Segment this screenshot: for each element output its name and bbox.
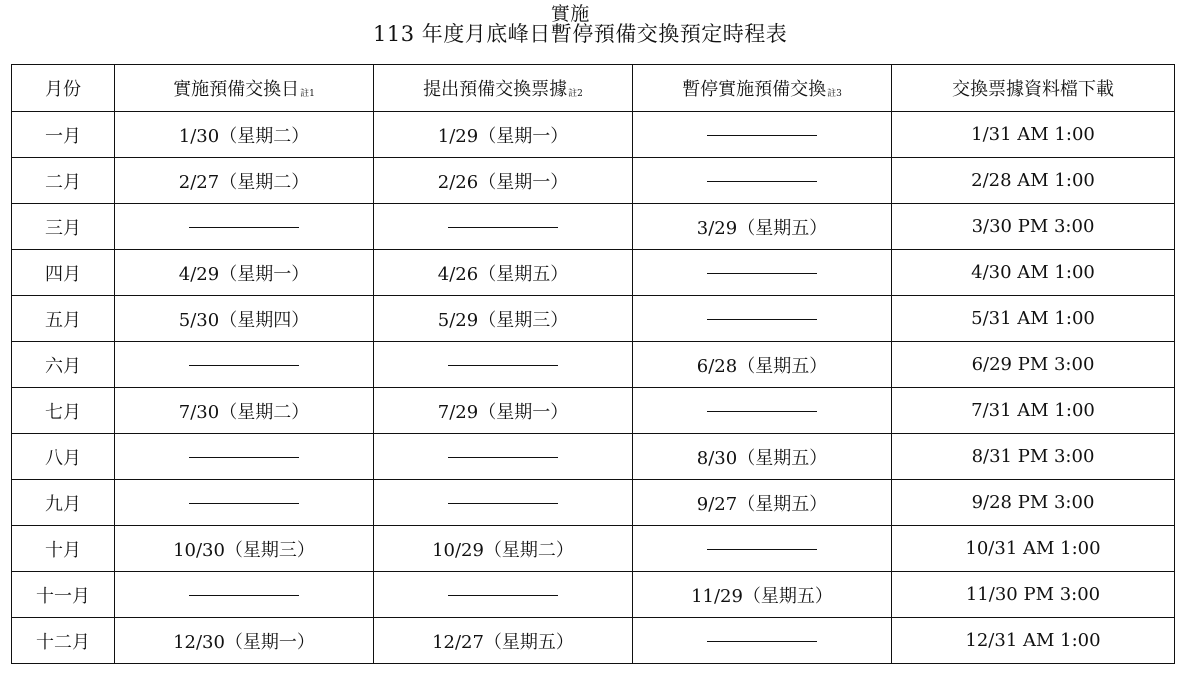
header-month	[12, 65, 115, 112]
cell-submit-date: 5/29（星期三）	[374, 296, 633, 342]
schedule-table	[11, 64, 1175, 664]
table-row	[12, 158, 1175, 204]
empty-dash-line	[189, 457, 299, 458]
cell-submit-date	[374, 480, 633, 526]
cell-pause-date	[633, 618, 892, 664]
cell-pause-date	[633, 526, 892, 572]
cell-exec-date	[115, 204, 374, 250]
header-pause-date	[633, 65, 892, 112]
cell-pause-date	[633, 112, 892, 158]
cell-month: 十二月	[12, 618, 115, 664]
table-row	[12, 204, 1175, 250]
cell-download-time: 7/31 AM 1:00	[892, 388, 1175, 434]
cell-exec-date	[115, 480, 374, 526]
header-label: 月份	[45, 79, 81, 100]
cell-download-time: 4/30 AM 1:00	[892, 250, 1175, 296]
empty-dash-line	[448, 595, 558, 596]
title-suffix: 預備交換預定時程表	[593, 22, 788, 46]
header-submit-date	[374, 65, 633, 112]
cell-download-time: 11/30 PM 3:00	[892, 572, 1175, 618]
cell-pause-date: 3/29（星期五）	[633, 204, 892, 250]
empty-dash-line	[448, 457, 558, 458]
cell-month: 四月	[12, 250, 115, 296]
cell-submit-date: 4/26（星期五）	[374, 250, 633, 296]
empty-dash-line	[707, 181, 817, 182]
title-stack-lower: 暫停	[550, 22, 594, 46]
cell-pause-date	[633, 158, 892, 204]
empty-dash-line	[189, 595, 299, 596]
cell-download-time: 8/31 PM 3:00	[892, 434, 1175, 480]
cell-exec-date: 12/30（星期一）	[115, 618, 374, 664]
cell-month: 三月	[12, 204, 115, 250]
empty-dash-line	[189, 227, 299, 228]
cell-download-time: 5/31 AM 1:00	[892, 296, 1175, 342]
table-row	[12, 480, 1175, 526]
cell-month: 八月	[12, 434, 115, 480]
cell-pause-date: 8/30（星期五）	[633, 434, 892, 480]
cell-exec-date	[115, 572, 374, 618]
header-footnote-mark: 註1	[300, 89, 315, 99]
empty-dash-line	[707, 135, 817, 136]
table-row	[12, 526, 1175, 572]
empty-dash-line	[189, 503, 299, 504]
cell-submit-date: 7/29（星期一）	[374, 388, 633, 434]
cell-download-time: 6/29 PM 3:00	[892, 342, 1175, 388]
cell-pause-date	[633, 296, 892, 342]
cell-month: 六月	[12, 342, 115, 388]
empty-dash-line	[707, 273, 817, 274]
table-body	[12, 112, 1175, 664]
empty-dash-line	[448, 365, 558, 366]
cell-exec-date: 5/30（星期四）	[115, 296, 374, 342]
cell-pause-date	[633, 250, 892, 296]
cell-submit-date	[374, 204, 633, 250]
cell-exec-date: 1/30（星期二）	[115, 112, 374, 158]
title-stack-upper: 實施	[550, 3, 590, 25]
cell-month: 九月	[12, 480, 115, 526]
title-line	[373, 3, 788, 48]
cell-submit-date: 12/27（星期五）	[374, 618, 633, 664]
cell-pause-date	[633, 388, 892, 434]
table-row	[12, 296, 1175, 342]
cell-pause-date: 9/27（星期五）	[633, 480, 892, 526]
header-exec-date	[115, 65, 374, 112]
header-label: 暫停實施預備交換	[682, 79, 827, 100]
title-stack	[550, 3, 594, 48]
cell-month: 十月	[12, 526, 115, 572]
table-row	[12, 112, 1175, 158]
cell-submit-date: 2/26（星期一）	[374, 158, 633, 204]
header-footnote-mark: 註2	[568, 89, 583, 99]
header-label: 實施預備交換日	[173, 79, 300, 100]
header-label: 提出預備交換票據	[423, 79, 568, 100]
empty-dash-line	[189, 365, 299, 366]
empty-dash-line	[448, 503, 558, 504]
header-download-time	[892, 65, 1175, 112]
table-row	[12, 618, 1175, 664]
cell-month: 二月	[12, 158, 115, 204]
table-row	[12, 388, 1175, 434]
header-label: 交換票據資料檔下載	[952, 79, 1114, 100]
cell-download-time: 10/31 AM 1:00	[892, 526, 1175, 572]
cell-submit-date	[374, 572, 633, 618]
cell-month: 十一月	[12, 572, 115, 618]
cell-exec-date: 10/30（星期三）	[115, 526, 374, 572]
cell-exec-date: 2/27（星期二）	[115, 158, 374, 204]
cell-download-time: 3/30 PM 3:00	[892, 204, 1175, 250]
cell-download-time: 2/28 AM 1:00	[892, 158, 1175, 204]
empty-dash-line	[707, 549, 817, 550]
cell-submit-date: 10/29（星期二）	[374, 526, 633, 572]
table-header-row	[12, 65, 1175, 112]
empty-dash-line	[707, 641, 817, 642]
cell-exec-date: 7/30（星期二）	[115, 388, 374, 434]
cell-exec-date	[115, 434, 374, 480]
cell-exec-date: 4/29（星期一）	[115, 250, 374, 296]
table-row	[12, 434, 1175, 480]
cell-submit-date	[374, 434, 633, 480]
table-row	[12, 250, 1175, 296]
empty-dash-line	[707, 411, 817, 412]
cell-exec-date	[115, 342, 374, 388]
page-title	[0, 0, 1185, 62]
cell-download-time: 9/28 PM 3:00	[892, 480, 1175, 526]
table-row	[12, 572, 1175, 618]
cell-submit-date	[374, 342, 633, 388]
header-footnote-mark: 註3	[827, 89, 842, 99]
cell-download-time: 12/31 AM 1:00	[892, 618, 1175, 664]
empty-dash-line	[707, 319, 817, 320]
title-prefix: 113 年度月底峰日	[373, 22, 551, 46]
table-row	[12, 342, 1175, 388]
cell-submit-date: 1/29（星期一）	[374, 112, 633, 158]
cell-month: 七月	[12, 388, 115, 434]
cell-pause-date: 11/29（星期五）	[633, 572, 892, 618]
cell-download-time: 1/31 AM 1:00	[892, 112, 1175, 158]
cell-month: 一月	[12, 112, 115, 158]
empty-dash-line	[448, 227, 558, 228]
cell-pause-date: 6/28（星期五）	[633, 342, 892, 388]
cell-month: 五月	[12, 296, 115, 342]
